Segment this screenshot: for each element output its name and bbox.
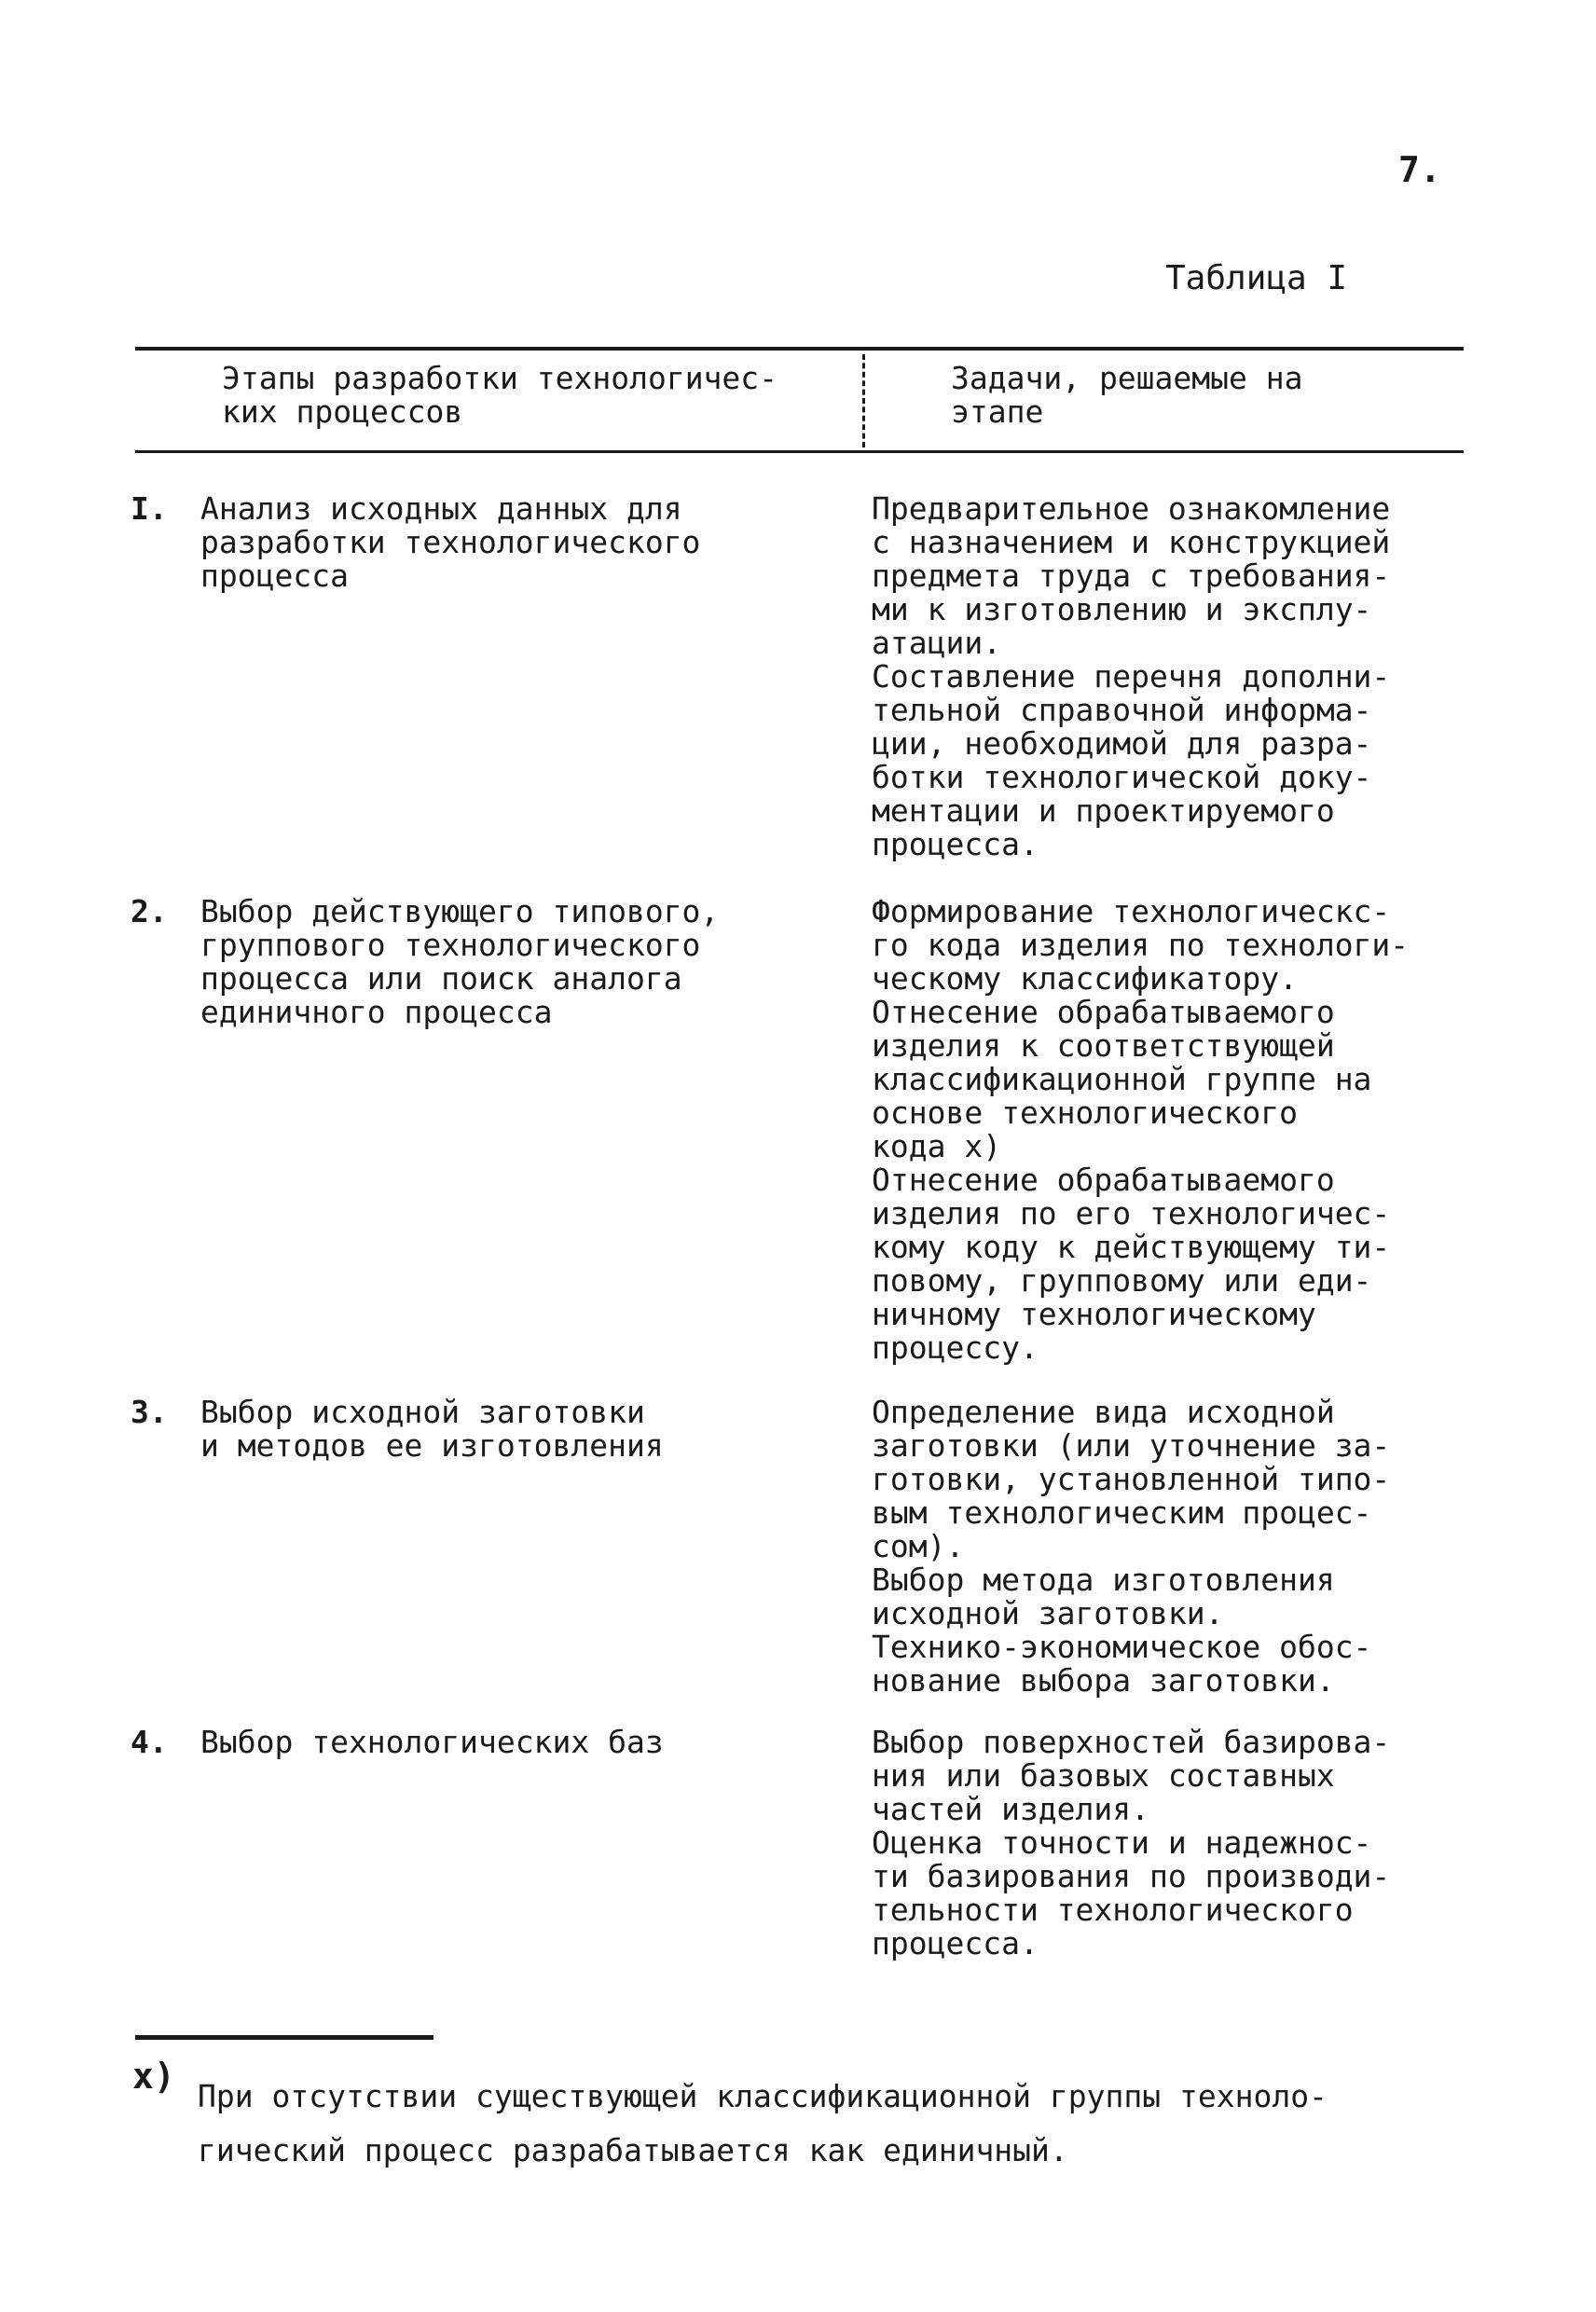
- footnote-text: При отсутствии существующей классификационной группы техноло- гический процесс разрабатывается как единичный.: [198, 2078, 1328, 2168]
- row-number: 2.: [131, 893, 168, 929]
- row-stage: Анализ исходных данных для разработки технологического процесса: [200, 490, 701, 594]
- table-top-rule: [135, 347, 1464, 351]
- footnote-mark: x): [132, 2056, 175, 2097]
- row-stage: Выбор исходной заготовки и методов ее изготовления: [200, 1394, 664, 1464]
- row-tasks: Предварительное ознакомление с назначением и конструкцией предмета труда с требования- ми к изготовлению и эксплу- атации. Составление перечня дополни- тельной справочной информа- ции, необходимой для разра- ботки технологической доку- ментации и проектируемого процесса.: [872, 490, 1391, 862]
- table-header-rule: [135, 450, 1464, 453]
- row-number: 3.: [131, 1394, 168, 1430]
- header-column-separator: [862, 354, 865, 447]
- row-number: 4.: [131, 1724, 168, 1760]
- row-tasks: Формирование технологическс- го кода изделия по технологи- ческому классификатору. Отнесение обрабатываемого изделия к соответствующей классификационной группе на основе технологического кода x) Отнесение обрабатываемого изделия по его технологичес- кому коду к действующему ти- повому, групповому или еди- ничному технологическому процессу.: [872, 893, 1410, 1366]
- row-stage: Выбор действующего типового, группового технологического процесса или поиск аналога единичного процесса: [200, 893, 720, 1030]
- page-number: 7.: [1398, 149, 1441, 190]
- header-stage-column: Этапы разработки технологичес- ких процессов: [222, 360, 778, 430]
- row-tasks: Выбор поверхностей базирова- ния или базовых составных частей изделия. Оценка точности и надежнос- ти базирования по производи- тельности технологического процесса.: [872, 1724, 1391, 1961]
- row-stage: Выбор технологических баз: [200, 1724, 664, 1760]
- table-caption: Таблица I: [1165, 259, 1348, 297]
- row-tasks: Определение вида исходной заготовки (или уточнение за- готовки, установленной типо- вым технологическим процес- сом). Выбор метода изготовления исходной заготовки. Технико-экономическое обос- нование выбора заготовки.: [872, 1394, 1391, 1699]
- row-number: I.: [131, 490, 168, 527]
- footnote-rule: [135, 2035, 433, 2040]
- header-task-column: Задачи, решаемые на этапе: [951, 360, 1303, 430]
